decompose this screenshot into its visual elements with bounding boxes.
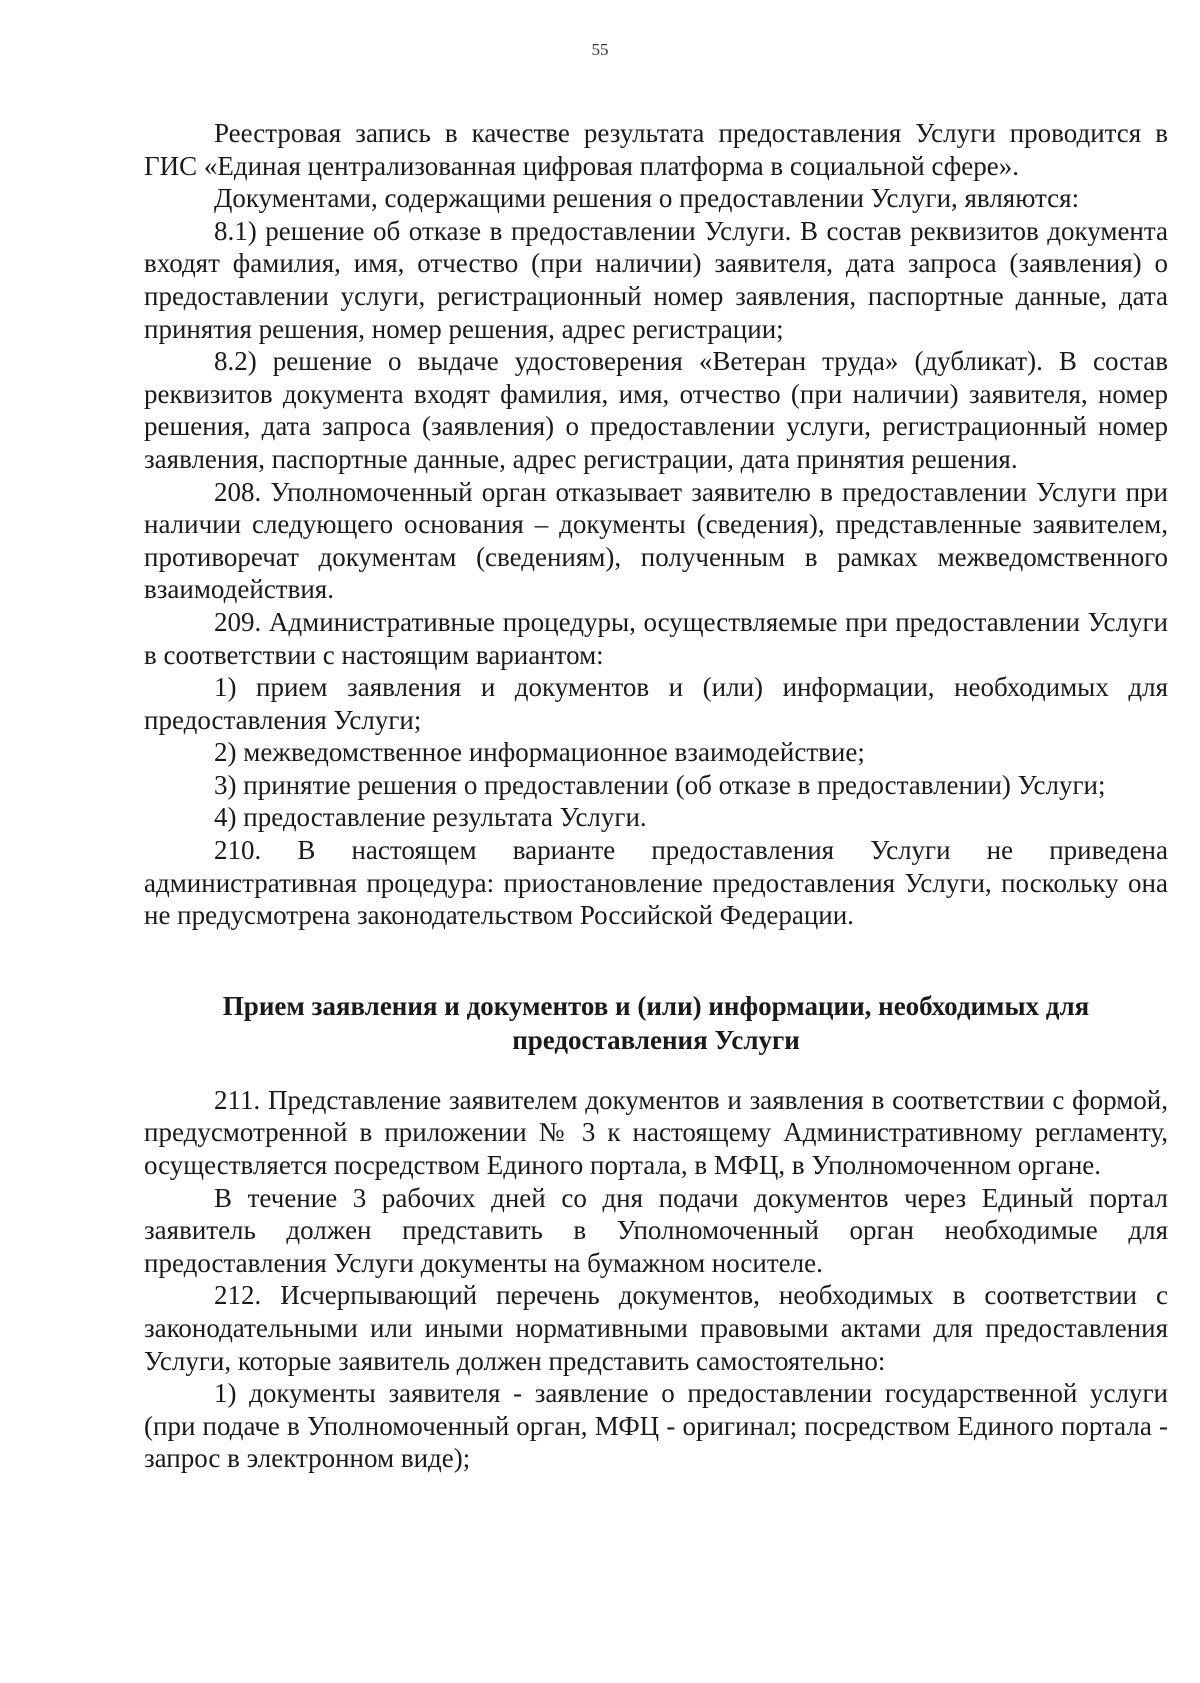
paragraph-211: 211. Представление заявителем документов и заявления в соответствии с формой, предусмотренной в приложении № 3 к настоящему Административному регламенту, осуществляется посредством Единого портала, в МФЦ, в Уполномоченном органе. — [144, 1084, 1168, 1181]
list-item-procedure-2: 2) межведомственное информационное взаимодействие; — [214, 737, 865, 768]
section-heading-line-1: Прием заявления и документов и (или) информации, необходимых для — [222, 990, 1090, 1021]
list-item-procedure-3: 3) принятие решения о предоставлении (об отказе в предоставлении) Услуги; — [214, 769, 1106, 800]
section-heading-line-2: предоставления Услуги — [512, 1024, 800, 1055]
list-item-procedure-4: 4) предоставление результата Услуги. — [214, 802, 647, 833]
paragraph-209: 209. Административные процедуры, осуществляемые при предоставлении Услуги в соответствии с настоящим вариантом: — [144, 606, 1168, 670]
paragraph-decision-documents: Документами, содержащими решения о предоставлении Услуги, являются: — [214, 183, 1080, 214]
paragraph-208: 208. Уполномоченный орган отказывает заявителю в предоставлении Услуги при наличии следующего основания – документы (сведения), представленные заявителем, противоречат документам (сведениям), полученным в рамках межведомственного взаимодействия. — [144, 476, 1168, 605]
paragraph-submission-deadline: В течение 3 рабочих дней со дня подачи документов через Единый портал заявитель должен представить в Уполномоченный орган необходимые для предоставления Услуги документы на бумажном носителе. — [144, 1182, 1168, 1278]
list-item-procedure-1: 1) прием заявления и документов и (или) информации, необходимых для предоставления Услуги; — [144, 672, 1168, 735]
paragraph-212: 212. Исчерпывающий перечень документов, необходимых в соответствии с законодательными или иными нормативными правовыми актами для предоставления Услуги, которые заявитель должен представить самостоятельно: — [144, 1280, 1168, 1376]
paragraph-8-1: 8.1) решение об отказе в предоставлении Услуги. В состав реквизитов документа входят фамилия, имя, отчество (при наличии) заявителя, дата запроса (заявления) о предоставлении услуги, регистрационный номер заявления, паспортные данные, дата принятия решения, номер решения, адрес регистрации; — [144, 215, 1168, 344]
page-body — [144, 117, 1168, 1475]
list-item-applicant-documents: 1) документы заявителя - заявление о предоставлении государственной услуги (при подаче в Уполномоченный орган, МФЦ - оригинал; посредством Единого портала - запрос в электронном виде); — [144, 1378, 1168, 1474]
page-number: 55 — [591, 40, 609, 59]
section-heading — [144, 989, 1168, 1057]
paragraph-210: 210. В настоящем варианте предоставления Услуги не приведена административная процедура: приостановление предоставления Услуги, поскольку она не предусмотрена законодательством Российской Федерации. — [144, 835, 1168, 931]
paragraph-8-2: 8.2) решение о выдаче удостоверения «Ветеран труда» (дубликат). В состав реквизитов документа входят фамилия, имя, отчество (при наличии) заявителя, номер решения, дата запроса (заявления) о предоставлении услуги, регистрационный номер заявления, паспортные данные, адрес регистрации, дата принятия решения. — [144, 346, 1168, 474]
paragraph-registry-record: Реестровая запись в качестве результата предоставления Услуги проводится в ГИС «Единая централизованная цифровая платформа в социальной сфере». — [144, 118, 1168, 181]
